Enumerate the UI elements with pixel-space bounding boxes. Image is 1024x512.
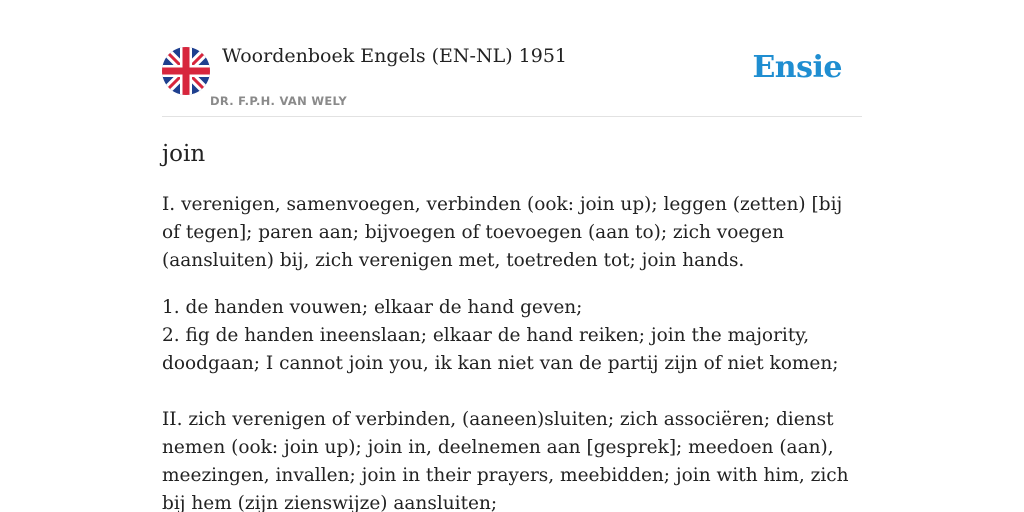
entry-sense-1: I. verenigen, samenvoegen, verbinden (ook: join up); leggen (zetten) [bij of tegen]; paren aan; bijvoegen of toevoegen (aan to); zich voegen (aansluiten) bij, zich verenigen met, toetreden tot; join hands. <box>162 194 843 271</box>
entry-subsense-1: 1. de handen vouwen; elkaar de hand geven; <box>162 297 583 318</box>
dictionary-title-link[interactable]: Woordenboek Engels (EN-NL) 1951 <box>222 45 567 67</box>
entry-sense-2: II. zich verenigen of verbinden, (aaneen)sluiten; zich associëren; dienst nemen (ook: join up); join in, deelnemen aan [gesprek]; meedoen (aan), meezingen, invallen; join in their prayers, meebidden; join with him, zich bij hem (zijn zienswijze) aansluiten; <box>162 409 849 512</box>
header <box>162 0 862 117</box>
ensie-logo-link[interactable]: Ensie <box>752 50 842 85</box>
entry-content <box>162 136 862 512</box>
entry-subsenses <box>162 294 862 378</box>
entry-subsense-2: 2. fig de handen ineenslaan; elkaar de hand reiken; join the majority, doodgaan; I cannot join you, ik kan niet van de partij zijn of niet komen; <box>162 325 839 374</box>
uk-flag-icon <box>162 47 210 95</box>
entry-headword: join <box>162 141 206 167</box>
dictionary-author: DR. F.P.H. VAN WELY <box>210 94 347 108</box>
